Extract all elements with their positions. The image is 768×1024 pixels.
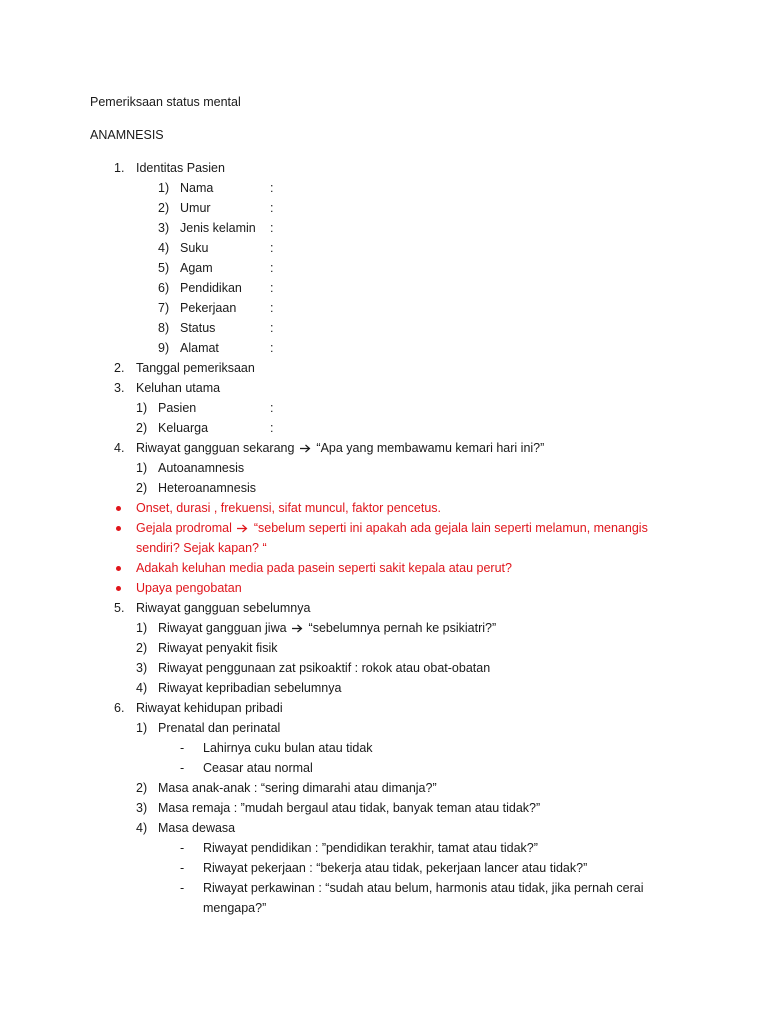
- list-number: 4.: [114, 441, 125, 455]
- list-item: Tanggal pemeriksaan: [136, 361, 255, 375]
- sub-number: 1): [136, 621, 148, 635]
- sub-item: Prenatal dan perinatal: [158, 721, 281, 735]
- list-number: 2.: [114, 361, 125, 375]
- sub-number: 2): [136, 481, 148, 495]
- sub-number: 3): [158, 221, 170, 235]
- sub-item: Masa anak-anak : “sering dimarahi atau dimanja?”: [158, 781, 437, 795]
- sub-item: Masa dewasa: [158, 821, 236, 835]
- sub-number: 3): [136, 801, 148, 815]
- note-item: Upaya pengobatan: [136, 581, 242, 595]
- list-item-quote: “Apa yang membawamu kemari hari ini?”: [316, 441, 545, 455]
- sub-number: 9): [158, 341, 170, 355]
- dash-item: Riwayat pekerjaan : “bekerja atau tidak, pekerjaan lancer atau tidak?”: [203, 861, 588, 875]
- dash-marker: -: [180, 861, 185, 875]
- field-label: Pasien: [158, 401, 197, 415]
- sub-item: Masa remaja : ”mudah bergaul atau tidak, banyak teman atau tidak?”: [158, 801, 541, 815]
- field-colon: :: [270, 221, 274, 235]
- list-number: 6.: [114, 701, 125, 715]
- field-colon: :: [270, 301, 274, 315]
- note-item: Adakah keluhan media pada pasein seperti sakit kepala atau perut?: [136, 561, 512, 575]
- list-number: 5.: [114, 601, 125, 615]
- dash-item: Riwayat perkawinan : “sudah atau belum, harmonis atau tidak, jika pernah cerai: [203, 881, 644, 895]
- sub-number: 4): [136, 681, 148, 695]
- bullet-icon: [116, 566, 121, 571]
- arrow-right-icon: [300, 444, 311, 453]
- sub-item: Riwayat penyakit fisik: [158, 641, 278, 655]
- sub-number: 6): [158, 281, 170, 295]
- bullet-icon: [116, 526, 121, 531]
- dash-item: Ceasar atau normal: [203, 761, 313, 775]
- sub-number: 8): [158, 321, 170, 335]
- dash-item-continuation: mengapa?”: [203, 901, 267, 915]
- field-label: Agam: [180, 261, 213, 275]
- field-label: Alamat: [180, 341, 219, 355]
- sub-number: 2): [158, 201, 170, 215]
- sub-number: 2): [136, 641, 148, 655]
- list-item: Riwayat gangguan sebelumnya: [136, 601, 311, 615]
- sub-item: Riwayat penggunaan zat psikoaktif : rokok atau obat-obatan: [158, 661, 491, 675]
- bullet-icon: [116, 506, 121, 511]
- sub-item: Autoanamnesis: [158, 461, 245, 475]
- sub-number: 2): [136, 781, 148, 795]
- field-colon: :: [270, 241, 274, 255]
- sub-number: 1): [136, 461, 148, 475]
- note-item: Onset, durasi , frekuensi, sifat muncul, faktor pencetus.: [136, 501, 442, 515]
- dash-item: Riwayat pendidikan : ”pendidikan terakhir, tamat atau tidak?”: [203, 841, 538, 855]
- sub-number: 5): [158, 261, 170, 275]
- field-label: Suku: [180, 241, 209, 255]
- sub-number: 7): [158, 301, 170, 315]
- arrow-right-icon: [292, 624, 303, 633]
- field-colon: :: [270, 401, 274, 415]
- note-item-label: Gejala prodromal: [136, 521, 232, 535]
- document-title: Pemeriksaan status mental: [90, 95, 241, 109]
- sub-number: 4): [136, 821, 148, 835]
- list-item: Keluhan utama: [136, 381, 221, 395]
- sub-item-quote: “sebelumnya pernah ke psikiatri?”: [308, 621, 497, 635]
- field-label: Nama: [180, 181, 214, 195]
- arrow-right-icon: [237, 524, 248, 533]
- sub-number: 1): [136, 401, 148, 415]
- sub-number: 1): [136, 721, 148, 735]
- dash-marker: -: [180, 761, 185, 775]
- sub-number: 3): [136, 661, 148, 675]
- dash-item: Lahirnya cuku bulan atau tidak: [203, 741, 373, 755]
- field-colon: :: [270, 281, 274, 295]
- dash-marker: -: [180, 741, 185, 755]
- sub-item: Heteroanamnesis: [158, 481, 256, 495]
- field-colon: :: [270, 201, 274, 215]
- sub-item: [158, 618, 496, 638]
- sub-number: 4): [158, 241, 170, 255]
- list-item: [136, 438, 544, 458]
- field-label: Umur: [180, 201, 211, 215]
- field-label: Keluarga: [158, 421, 209, 435]
- field-colon: :: [270, 321, 274, 335]
- list-number: 3.: [114, 381, 125, 395]
- list-number: 1.: [114, 161, 125, 175]
- field-label: Status: [180, 321, 216, 335]
- field-colon: :: [270, 421, 274, 435]
- field-label: Pendidikan: [180, 281, 242, 295]
- dash-marker: -: [180, 841, 185, 855]
- bullet-icon: [116, 586, 121, 591]
- sub-number: 2): [136, 421, 148, 435]
- list-item: Riwayat kehidupan pribadi: [136, 701, 283, 715]
- dash-marker: -: [180, 881, 185, 895]
- sub-number: 1): [158, 181, 170, 195]
- field-label: Pekerjaan: [180, 301, 237, 315]
- field-colon: :: [270, 341, 274, 355]
- section-heading: ANAMNESIS: [90, 128, 164, 142]
- sub-item-label: Riwayat gangguan jiwa: [158, 621, 287, 635]
- note-item: [136, 518, 648, 538]
- list-item: Identitas Pasien: [136, 161, 225, 175]
- list-item-label: Riwayat gangguan sekarang: [136, 441, 295, 455]
- note-item-continuation: sendiri? Sejak kapan? “: [136, 541, 267, 555]
- field-colon: :: [270, 181, 274, 195]
- note-item-quote: “sebelum seperti ini apakah ada gejala lain seperti melamun, menangis: [253, 521, 648, 535]
- field-colon: :: [270, 261, 274, 275]
- sub-item: Riwayat kepribadian sebelumnya: [158, 681, 342, 695]
- field-label: Jenis kelamin: [180, 221, 256, 235]
